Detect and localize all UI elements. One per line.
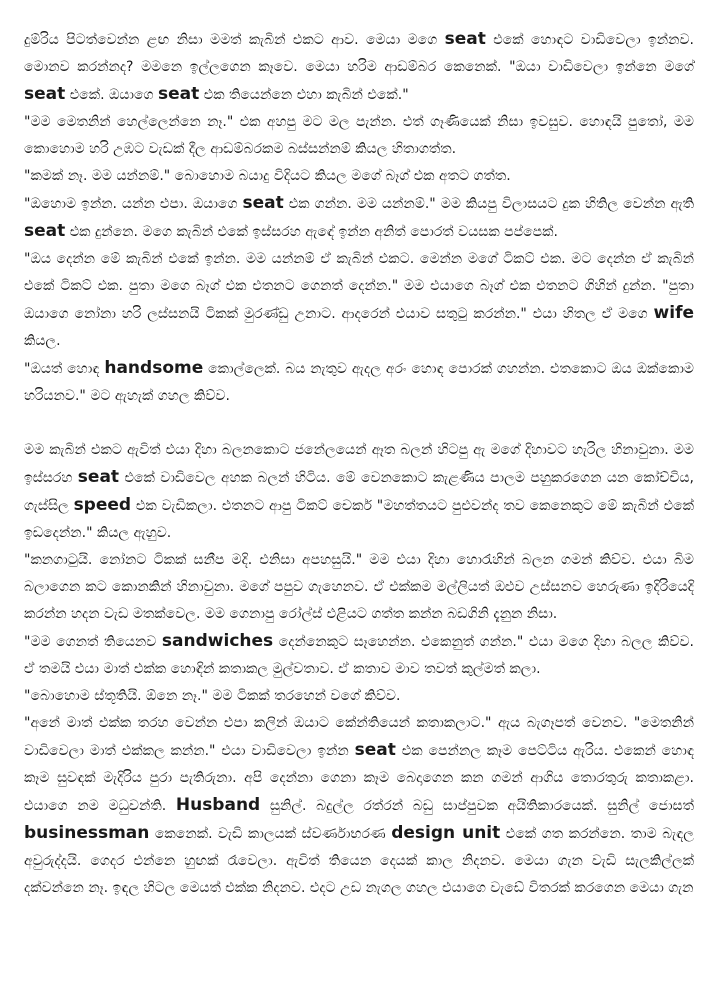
paragraph [24, 109, 694, 163]
paragraph-text: දෙන්නෙකුට සෑහෙන්න. එකෙනුත් ගන්න." එයා මගෙ දිහා බලල කිව්ව. ඒ තමයි එයා මාත් එක්ක හොඳින් කතාකල මුල්වතාව. ඒ කතාව මාව තවත් කුල්මත් කලා. [24, 634, 694, 677]
english-term: seat [158, 84, 200, 104]
paragraph-text: දුම්රිය පිටත්වෙන්න ළඟ නිසා මමත් කැබින් එකට ආව. මෙයා මගෙ [24, 32, 445, 48]
english-term: seat [354, 740, 396, 760]
section-2 [24, 437, 694, 902]
paragraph-text: එකේ වාඩිවෙල අහක බලන් හිටිය. මේ වෙනකොට කැළණිය පාලම පහුකරගෙන යන කෝච්චිය, ගැස්සිල [24, 470, 694, 514]
paragraph-text: "අනේ මාත් එක්ක තරහ වෙන්න එපා කලින් ඔයාට කේන්තියෙන් කතාකලාට." ඇය බැගෑපත් වෙනව. "මෙතනින් වාඩිවෙලා මාත් එක්කල කන්න." එයා වාඩිවෙලා ඉන්න [24, 715, 694, 759]
paragraph-text: එක ගන්න. මම යන්නම්." මම කියපු විලාසයට දුක හිතිල වෙන්න ඇති [283, 196, 694, 212]
paragraph [24, 355, 694, 410]
paragraph [24, 246, 694, 355]
paragraph [24, 26, 694, 109]
paragraph-text: එකේ හොඳට වාඩිවෙලා ඉන්නව. මොනව කරන්නද? මමනෙ ඉල්ලගෙන කෑවෙ. මෙයා හරිම ආඩම්බර කෙනෙක්. "ඔයා වාඩිවෙලා ඉන්නෙ මගේ [24, 32, 695, 75]
paragraph-text: සුනිල්. බදුල්ල රත්රන් බඩු සාප්පුවක අයිතිකාරයෙක්. සුනිල් ජොසත් [260, 798, 694, 814]
paragraph [24, 628, 694, 683]
section-gap [24, 410, 694, 437]
paragraph-text: එකේ. ඔයාගෙ [65, 87, 159, 103]
english-term: handsome [104, 358, 204, 378]
paragraph-text: එක දුන්නෙ. මගෙ කැබින් එකේ ඉස්සරහ ඇඳේ ඉන්න අනිත් පොරත් වයසක පප්පෙක්. [65, 224, 558, 240]
english-term: seat [444, 29, 486, 49]
paragraph-text: "කමක් නෑ. මම යන්නම්." බොහොම බයාදු විදියට කියල මගේ බෑග් එක අතට ගත්ත. [24, 168, 511, 184]
english-term: speed [73, 495, 132, 515]
english-term: sandwiches [161, 631, 274, 651]
english-term: seat [24, 84, 66, 104]
paragraph [24, 163, 694, 190]
paragraph-text: "ඔය දෙන්න මේ කැබින් එකේ ඉන්න. මම යන්නම් ඒ කැබින් එකට. මෙන්න මගේ ටිකට් එක. මට දෙන්න ඒ කැබින් එකේ ටිකට් එක. පුතා මගෙ බෑග් එක එතනට ගෙනත් දෙන්න." මම එයාගෙ බෑග් එක එතනට ගිහින් දුන්න. "පුතා ඔයාගෙ නෝනා හරි ලස්සනයි ටිකක් මුරණ්ඩු උනාට. ආදරෙන් එයාව සතුටු කරන්න." එයා හිතල ඒ මගෙ [24, 251, 694, 322]
paragraph-text: "මම මෙතනින් හෙල්ලෙන්නෙ නෑ." එක අහපු මට මල පැන්න. එත් ගෑණියෙක් නිසා ඉවසුව. හොඳයි පුතෝ, මම කොහොම හරි උඹට වැඩක් දීල ආඩම්බරකම බස්සන්නම් කියල හිතාගත්ත. [24, 114, 694, 157]
english-term: seat [77, 467, 120, 487]
english-term: seat [242, 193, 284, 213]
paragraph-text: කොල්ලෙක්. බය නැතුව ඇදල අරං හොඳ පොරක් ගහන්න. එතකොට ඔය ඔක්කොම හරියනව." මට ඇහැක් ගහල කිව්ව. [24, 361, 694, 404]
section-1 [24, 26, 694, 410]
english-term: wife [653, 303, 694, 323]
paragraph-text: "බොහොම ස්තූතියි. ඕනෙ නෑ." මම ටිකක් තරහෙන් වගේ කිව්ව. [24, 688, 401, 704]
english-term: businessman [24, 823, 150, 843]
english-term: seat [24, 221, 66, 241]
paragraph-text: මම කැබින් එකට ඇවිත් එයා දිහා බලනකොට ජනේලයෙන් ඈත බලන් හිටපු ඇ මගේ දිහාවට හැරිල හිනාවුනා. මම ඉස්සරහ [24, 442, 694, 486]
paragraph [24, 710, 694, 902]
paragraph-text: එක වැඩිකලා. එතනට ආපු ටිකට් චෙකර් "මහත්තයට පුළුවන්ද තව කෙනෙකුට මේ කැබින් එකේ ඉඩදෙන්න." කියල ඇහුව. [24, 498, 694, 541]
paragraph-text: "ඔයත් හොඳ [24, 361, 105, 377]
paragraph-text: කියල. [24, 333, 61, 349]
paragraph-text: කෙනෙක්. වැඩි කාලයක් ස්වර්ණාභරණ [149, 826, 392, 842]
english-term: Husband [175, 795, 261, 815]
paragraph-text: එක තියෙන්නෙ එහා කැබින් එකේ." [199, 87, 409, 103]
paragraph [24, 437, 694, 547]
paragraph-text: "ඔහොම ඉන්න. යන්න එපා. ඔයාගෙ [24, 196, 243, 212]
paragraph [24, 683, 694, 710]
paragraph [24, 547, 694, 628]
paragraph-text: "කනගාටුයි. නෝනට ටිකක් සනීප මදි. එනිසා අපහසුයි." මම එයා දිහා හොරැහින් බලන ගමන් කිව්ව. එයා බිම බලාගෙන කට කොනකින් හිනාවුනා. මගේ පපුව ගැහෙනව. ඒ එක්කම මල්ලියත් ඔළුව උස්සනව හෙරුණා ඉදිරියෙදි කරන්න හදන වැඩ මතක්වෙල. මම ගෙනාපු රෝල්ස් එළියට ගත්ත කන්න බඩගිනි දැනුන නිසා. [24, 552, 694, 622]
paragraph-text: එකේ ගත කරන්නෙ. තාම බැඳල අවුරුද්දයි. ගෙදර එන්නෙ හුඟක් රෑවෙලා. ඇවිත් තියෙන දෙයක් කාල නිදනව. මෙයා ගැන වැඩි සැලකිල්ලක් දක්වන්නෙ නෑ. ඉඳල හිටල මෙයත් එක්ක නිදනව. එදට උඩ නැගල ගහල එයාගෙ වැඩේ විතරක් කරගෙන මෙයා ගැන [24, 826, 694, 896]
paragraph-text: එක පෙන්නල කෑම පෙට්ටිය ඇරිය. එකෙන් හොඳ කෑම සුවඳක් මැදිරිය පුරා පැතිරුනා. අපි දෙන්නා ගෙනා කෑම බෙදාගෙන කන ගමන් ආගිය තොරතුරු කතාකළා. එයාගෙ නම මධුවන්ති. [24, 743, 694, 814]
paragraph-text: "මම ගෙනත් තියෙනව [24, 634, 162, 650]
paragraph [24, 190, 694, 246]
english-term: design unit [391, 823, 501, 843]
